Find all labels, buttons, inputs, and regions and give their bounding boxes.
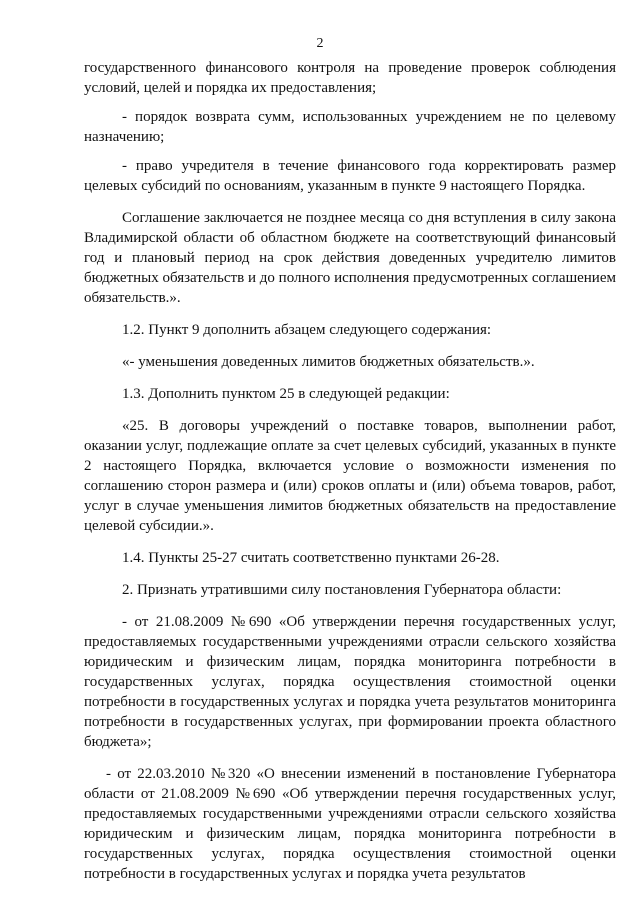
paragraph-item-1-4: 1.4. Пункты 25-27 считать соответственно пунктами 26-28. [122,550,500,566]
paragraph-agreement: Соглашение заключается не позднее месяца со дня вступления в силу закона Владимирской области об областном бюджете на соответствующий финансовый год и плановый период на срок действия доведенных учредителю лимитов бюджетных обязательств и до полного исполнения предусмотренных соглашением обязательств.». [84,210,616,306]
document-body [84,58,616,884]
paragraph-continuation: государственного финансового контроля на проведение проверок соблюдения условий, целей и порядка их предоставления; [84,60,616,96]
paragraph-decree-690: - от 21.08.2009 №690 «Об утверждении перечня государственных услуг, предоставляемых государственными учреждениями отрасли сельского хозяйства юридическим и физическим лицам, порядка мониторинга потребности в государственных услугах, порядка осуществления стоимостной оценки потребности в государственных услугах и порядка учета результатов мониторинга потребности в государственных услугах, при формировании проекта областного бюджета»; [84,614,616,750]
paragraph-item-1-3: 1.3. Дополнить пунктом 25 в следующей редакции: [122,386,450,402]
paragraph-item-2: 2. Признать утратившими силу постановления Губернатора области: [122,582,562,598]
paragraph-limits-reduction: «- уменьшения доведенных лимитов бюджетных обязательств.». [122,354,535,370]
paragraph-item-1-2: 1.2. Пункт 9 дополнить абзацем следующего содержания: [122,322,492,338]
paragraph-decree-320: - от 22.03.2010 №320 «О внесении изменений в постановление Губернатора области от 21.08.2009 №690 «Об утверждении перечня государственных услуг, предоставляемых государственными учреждениями отрасли сельского хозяйства юридическим и физическим лицам, порядка мониторинга потребности в государственных услугах, порядка осуществления стоимостной оценки потребности в государственных услугах и порядка учета результатов [84,766,616,882]
paragraph-refund-order: - порядок возврата сумм, использованных учреждением не по целевому назначению; [84,109,616,145]
paragraph-item-25: «25. В договоры учреждений о поставке товаров, выполнении работ, оказании услуг, подлежащие оплате за счет целевых субсидий, указанных в пункте 2 настоящего Порядка, включается условие о возможности изменения по соглашению сторон размера и (или) сроков оплаты и (или) объема товаров, работ, услуг в случае уменьшения лимитов бюджетных обязательств на предоставление целевой субсидии.». [84,418,616,534]
paragraph-founder-right: - право учредителя в течение финансового года корректировать размер целевых субсидий по основаниям, указанным в пункте 9 настоящего Порядка. [84,158,616,194]
page-number: 2 [316,36,324,51]
